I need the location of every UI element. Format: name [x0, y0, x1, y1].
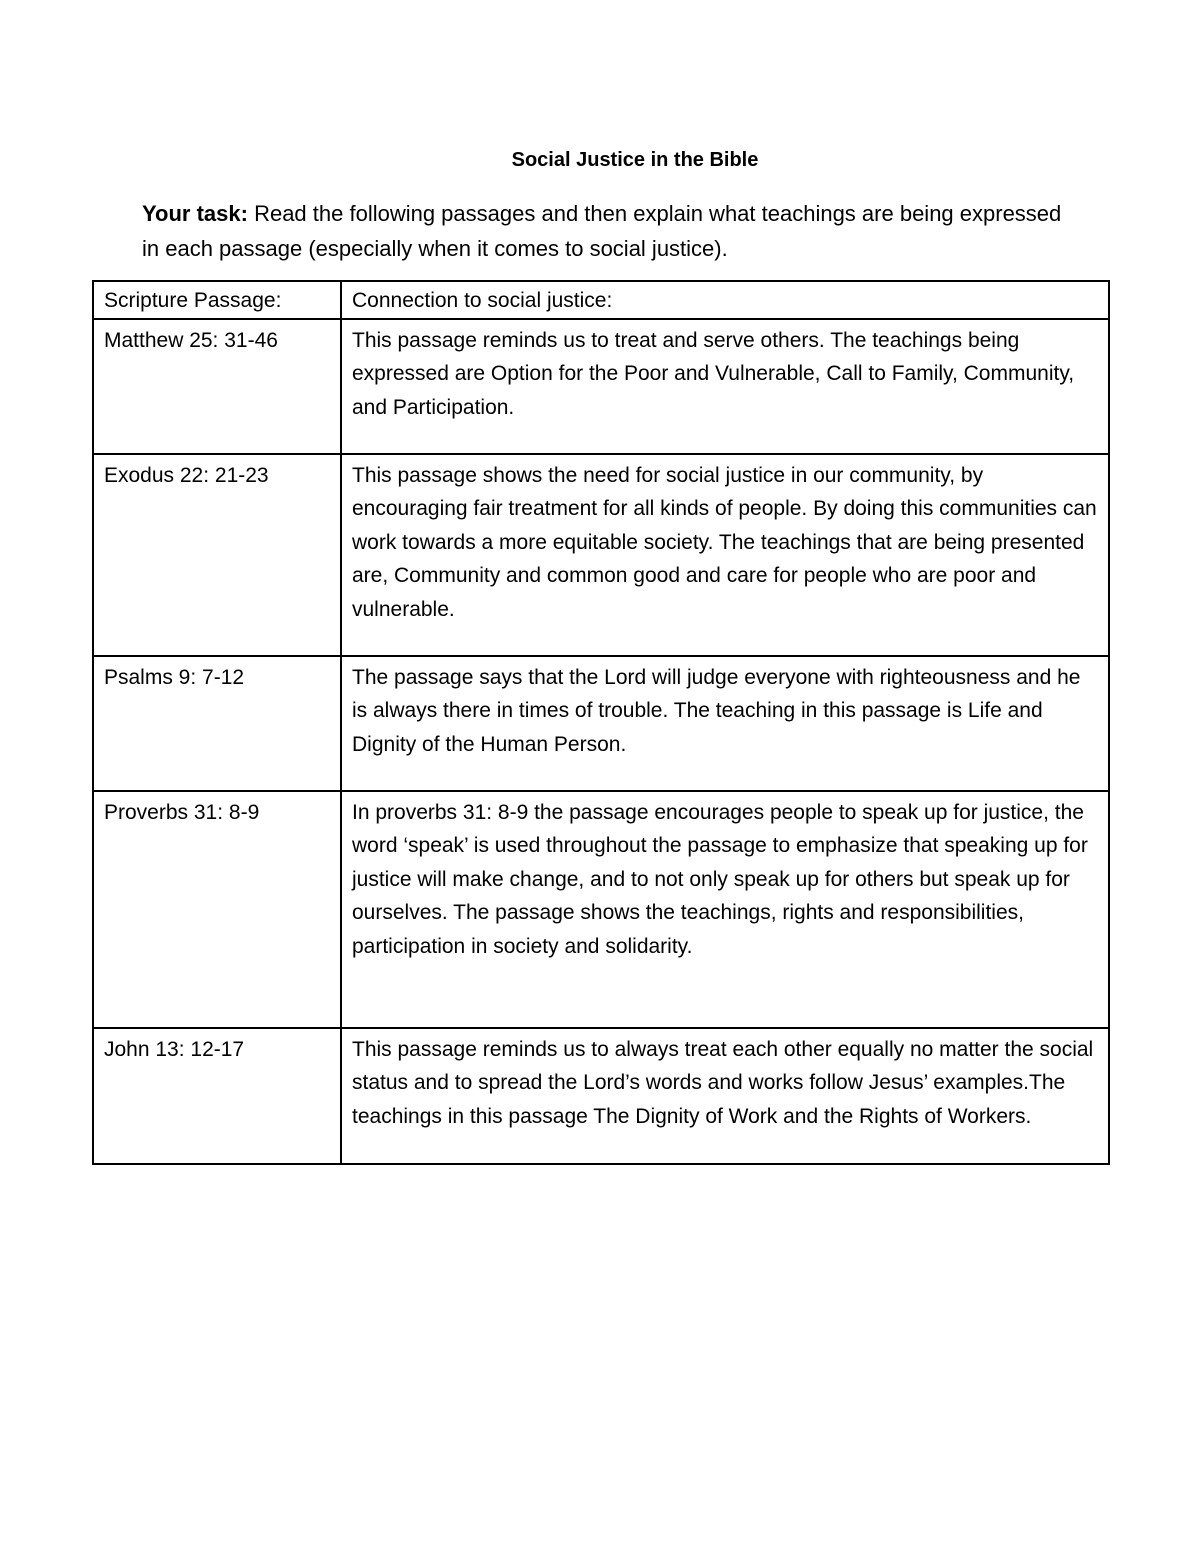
table-header-row [93, 281, 1109, 319]
table-row [93, 454, 1109, 656]
passage-cell: Psalms 9: 7-12 [93, 656, 341, 791]
table-row [93, 1028, 1109, 1164]
connection-cell: The passage says that the Lord will judge everyone with righteousness and he is always there in times of trouble. The teaching in this passage is Life and Dignity of the Human Person. [341, 656, 1109, 791]
passages-table [92, 280, 1110, 1165]
table-row [93, 791, 1109, 1028]
table-row [93, 656, 1109, 791]
connection-cell: This passage reminds us to treat and serve others. The teachings being expressed are Option for the Poor and Vulnerable, Call to Family, Community, and Participation. [341, 319, 1109, 454]
header-scripture-passage: Scripture Passage: [93, 281, 341, 319]
passage-cell: John 13: 12-17 [93, 1028, 341, 1164]
task-label: Your task: [142, 201, 248, 226]
passage-cell: Exodus 22: 21-23 [93, 454, 341, 656]
header-connection: Connection to social justice: [341, 281, 1109, 319]
task-text: Read the following passages and then explain what teachings are being expressed in each passage (especially when it comes to social justice). [142, 201, 1062, 261]
connection-cell: In proverbs 31: 8-9 the passage encourages people to speak up for justice, the word ‘speak’ is used throughout the passage to emphasize that speaking up for justice will make change, and to not only speak up for others but speak up for ourselves. The passage shows the teachings, rights and responsibilities, participation in society and solidarity. [341, 791, 1109, 1028]
connection-cell: This passage reminds us to always treat each other equally no matter the social status and to spread the Lord’s words and works follow Jesus’ examples.The teachings in this passage The Dignity of Work and the Rights of Workers. [341, 1028, 1109, 1164]
passage-cell: Matthew 25: 31-46 [93, 319, 341, 454]
document-title: Social Justice in the Bible [511, 149, 759, 171]
passage-cell: Proverbs 31: 8-9 [93, 791, 341, 1028]
task-instructions [142, 196, 1082, 266]
table-row [93, 319, 1109, 454]
connection-cell: This passage shows the need for social justice in our community, by encouraging fair treatment for all kinds of people. By doing this communities can work towards a more equitable society. The teachings that are being presented are, Community and common good and care for people who are poor and vulnerable. [341, 454, 1109, 656]
